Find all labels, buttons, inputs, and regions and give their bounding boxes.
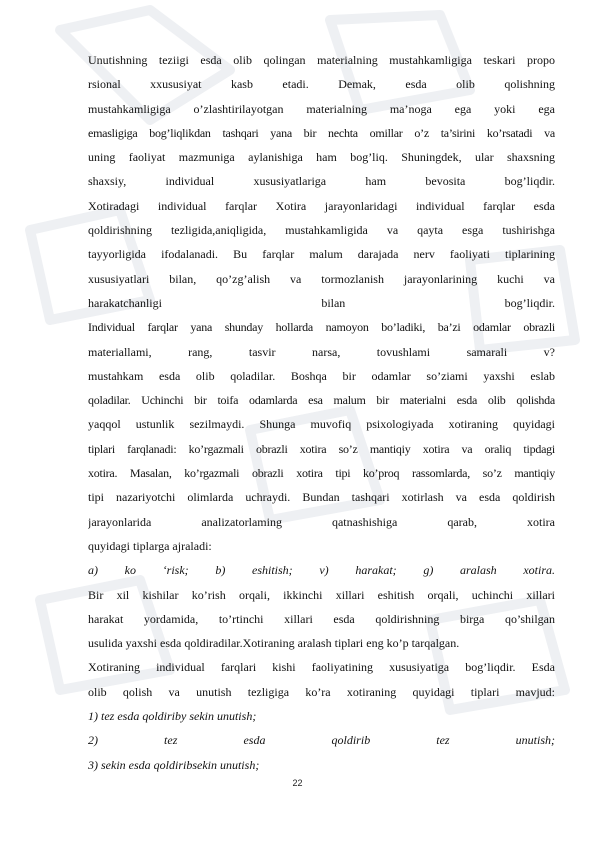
- text-line-7: Xotiradagi individual farqlar Xotira jarayonlaridagi individual farqlar esda: [88, 198, 555, 213]
- text-line-18: xotira. Masalan, ko’rgazmali obrazli xotira tipi ko’proq rassomlarda, so’z mantiqiy: [88, 466, 555, 481]
- text-line-24: harakat yordamida, to’rtinchi xillari esda qoldirishning birga qo’shilgan: [88, 611, 555, 626]
- text-line-26: Xotiraning individual farqlari kishi faoliyatining xususiyatiga bog’liqdir. Esda: [88, 660, 555, 675]
- text-line-30: 3) sekin esda qoldiribsekin unutish;: [88, 757, 260, 772]
- text-line-21: quyidagi tiplarga ajraladi:: [88, 538, 212, 553]
- text-line-11: harakatchanligi bilan bog’liqdir.: [88, 295, 555, 310]
- text-line-4: emasligiga bog’liqlikdan tashqari yana bir nechta omillar o’z ta’sirini ko’rsatadi va: [88, 125, 555, 140]
- text-line-6: shaxsiy, individual xususiyatlariga ham bevosita bog’liqdir.: [88, 174, 555, 189]
- text-line-1: Unutishning teziigi esda olib qolingan materialning mustahkamligiga teskari propo: [88, 53, 555, 67]
- text-line-15: qoladilar. Uchinchi bir toifa odamlarda esa malum bir materialni esda olib qolishda: [88, 393, 555, 408]
- text-line-9: tayyorligida ifodalanadi. Bu farqlar malum darajada nerv faoliyati tiplarining: [88, 247, 555, 262]
- text-line-23: Bir xil kishilar ko’rish orqali, ikkinchi xillari eshitish orqali, uchinchi xillari: [88, 587, 555, 602]
- text-line-20: jarayonlarida analizatorlaming qatnashishiga qarab, xotira: [88, 514, 555, 529]
- text-line-25: usulida yaxshi esda qoldiradilar.Xotiraning aralash tiplari eng ko’p tarqalgan.: [88, 636, 460, 651]
- text-line-14: mustahkam esda olib qoladilar. Boshqa bir odamlar so’ziami yaxshi eslab: [88, 368, 555, 383]
- text-line-13: materiallami, rang, tasvir narsa, tovushlami samarali v?: [88, 344, 555, 359]
- text-line-10: xususiyatlari bilan, qo’zg’alish va tormozlanish jarayonlarining kuchi va: [88, 271, 555, 286]
- text-line-16: yaqqol ustunlik sezilmaydi. Shunga muvofiq psixologiyada xotiraning quyidagi: [88, 417, 555, 432]
- text-line-28: 1) tez esda qoldiriby sekin unutish;: [88, 709, 257, 724]
- text-line-5: uning faoliyat mazmuniga aylanishiga ham bog’liq. Shuningdek, ular shaxsning: [88, 150, 555, 165]
- text-line-29: 2) tez esda qoldirib tez unutish;: [88, 733, 555, 748]
- text-line-12: Individual farqlar yana shunday hollarda namoyon bo’ladiki, ba’zi odamlar obrazli: [88, 320, 555, 335]
- text-line-27: olib qolish va unutish tezligiga ko’ra xotiraning quyidagi tiplari mavjud:: [88, 684, 555, 699]
- text-line-22: a) ko ‘risk; b) eshitish; v) harakat; g) aralash xotira.: [88, 563, 555, 578]
- page-number: 22: [292, 778, 303, 788]
- text-line-2: rsional xxususiyat kasb etadi. Demak, esda olib qolishning: [88, 77, 555, 92]
- body-text: [88, 48, 555, 777]
- text-line-3: mustahkamligiga o’zlashtirilayotgan materialning ma’noga ega yoki ega: [88, 101, 555, 116]
- text-line-8: qoldirishning tezligida,aniqligida, mustahkamligida va qayta esga tushirishga: [88, 223, 555, 238]
- text-line-17: tiplari farqlanadi: ko’rgazmali obrazli xotira so’z mantiqiy xotira va oraliq tipdagi: [88, 441, 555, 456]
- text-line-19: tipi nazariyotchi olimlarda uchraydi. Bundan tashqari xotirlash va esda qoldirish: [88, 490, 555, 505]
